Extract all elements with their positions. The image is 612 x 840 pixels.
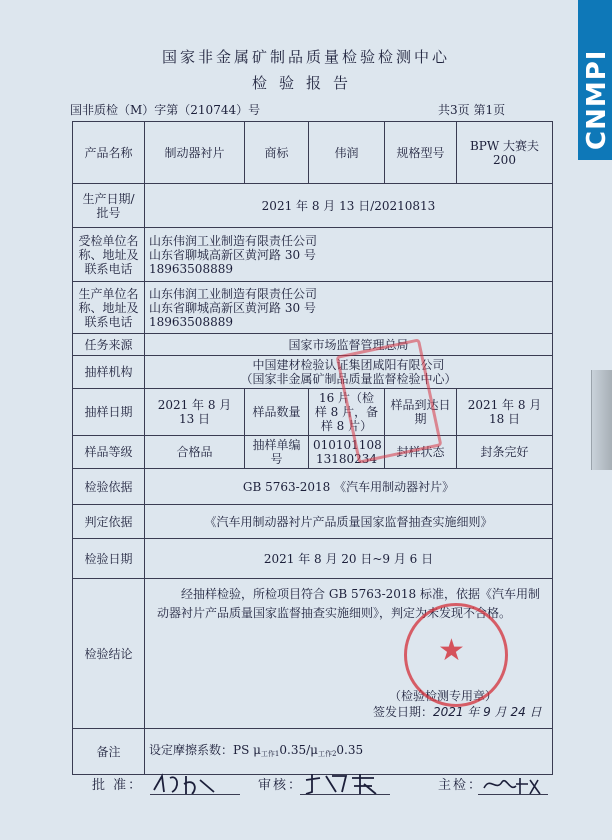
sample-qty-value: 16 片（检样 8 片，备样 8 片） bbox=[309, 389, 385, 436]
brand-value: 伟润 bbox=[309, 122, 385, 184]
page-title: 国家非金属矿制品质量检验检测中心 bbox=[161, 48, 450, 66]
check-underline bbox=[478, 794, 548, 795]
production-label: 生产日期/批号 bbox=[73, 184, 145, 228]
inspection-date-label: 检验日期 bbox=[73, 539, 145, 579]
remarks-prefix: 设定摩擦系数：PS μ bbox=[149, 742, 261, 757]
sampling-org-alias: （国家非金属矿制品质量监督检验中心） bbox=[240, 372, 457, 386]
sampling-date-label: 抽样日期 bbox=[73, 389, 145, 436]
remarks-sub-1: 工作1 bbox=[260, 749, 280, 758]
page-edge-tab bbox=[591, 370, 612, 470]
page-subtitle: 检验报告 bbox=[251, 74, 360, 92]
judgement-value: 《汽车用制动器衬片产品质量国家监督抽查实施细则》 bbox=[145, 505, 553, 539]
producer-unit-value bbox=[145, 282, 553, 334]
page-indicator: 共3页 第1页 bbox=[438, 103, 506, 117]
inspected-unit-value bbox=[145, 228, 553, 282]
sample-qty-label: 样品数量 bbox=[245, 389, 309, 436]
sample-grade-label: 样品等级 bbox=[73, 436, 145, 469]
judgement-row bbox=[73, 505, 553, 539]
basis-row bbox=[73, 469, 553, 505]
report-number: 国非质检（M）字第（210744）号 bbox=[70, 103, 261, 117]
seal-caption: （检验检测专用章） bbox=[389, 689, 498, 703]
inspected-unit-label: 受检单位名称、地址及联系电话 bbox=[73, 228, 145, 282]
producer-unit-label: 生产单位名称、地址及联系电话 bbox=[73, 282, 145, 334]
sampling-org-name: 中国建材检验认证集团咸阳有限公司 bbox=[252, 358, 445, 372]
remarks-mid: 0.35/μ bbox=[279, 742, 318, 757]
task-source-label: 任务来源 bbox=[73, 334, 145, 356]
remarks-suffix: 0.35 bbox=[336, 742, 364, 757]
conclusion-label: 检验结论 bbox=[73, 579, 145, 729]
sampling-date-value: 2021 年 8 月 13 日 bbox=[145, 389, 245, 436]
basis-value: GB 5763-2018 《汽车用制动器衬片》 bbox=[145, 469, 553, 505]
producer-unit-phone: 18963508889 bbox=[149, 314, 233, 329]
sampling-org-row bbox=[73, 356, 553, 389]
issue-date bbox=[373, 705, 542, 719]
brand-label: 商标 bbox=[245, 122, 309, 184]
production-value: 2021 年 8 月 13 日/20210813 bbox=[145, 184, 553, 228]
seal-star-icon: ★ bbox=[438, 633, 465, 668]
arrival-date-value: 2021 年 8 月 18 日 bbox=[457, 389, 553, 436]
judgement-label: 判定依据 bbox=[73, 505, 145, 539]
model-value: BPW 大赛夫 200 bbox=[457, 122, 553, 184]
sampling-org-label: 抽样机构 bbox=[73, 356, 145, 389]
remarks-sub-2: 工作2 bbox=[317, 749, 337, 758]
inspected-unit-row bbox=[73, 228, 553, 282]
sampling-sheet-label: 抽样单编号 bbox=[245, 436, 309, 469]
basis-label: 检验依据 bbox=[73, 469, 145, 505]
remarks-value bbox=[145, 729, 553, 775]
sampling-sheet-value: 010101108 13180234 bbox=[309, 436, 385, 469]
review-underline bbox=[300, 794, 390, 795]
remarks-row bbox=[73, 729, 553, 775]
producer-unit-address: 山东省聊城高新区黄河路 30 号 bbox=[149, 300, 316, 315]
sampling-row bbox=[73, 389, 553, 436]
task-source-value: 国家市场监督管理总局 bbox=[145, 334, 553, 356]
model-label: 规格型号 bbox=[385, 122, 457, 184]
approve-underline bbox=[150, 794, 240, 795]
arrival-date-label: 样品到达日期 bbox=[385, 389, 457, 436]
checker-signature bbox=[480, 772, 544, 796]
product-row bbox=[73, 122, 553, 184]
product-name-value: 制动器衬片 bbox=[145, 122, 245, 184]
issue-date-label: 签发日期： bbox=[373, 705, 434, 719]
review-label: 审核： bbox=[258, 778, 304, 793]
seal-status-label: 封样状态 bbox=[385, 436, 457, 469]
producer-unit-name: 山东伟润工业制造有限责任公司 bbox=[149, 286, 318, 301]
conclusion-text: 经抽样检验，所检项目符合 GB 5763-2018 标准，依据《汽车用制动器衬片产品质量国家监督抽查实施细则》，判定为未发现不合格。 bbox=[157, 587, 540, 620]
product-name-label: 产品名称 bbox=[73, 122, 145, 184]
sample-status-row bbox=[73, 436, 553, 469]
issue-date-value: 2021 年 9 月 24 日 bbox=[433, 705, 542, 719]
inspected-unit-phone: 18963508889 bbox=[149, 261, 233, 276]
task-source-row bbox=[73, 334, 553, 356]
sample-grade-value: 合格品 bbox=[145, 436, 245, 469]
check-label: 主检： bbox=[438, 778, 484, 793]
producer-unit-row bbox=[73, 282, 553, 334]
seal-status-value: 封条完好 bbox=[457, 436, 553, 469]
remarks-label: 备注 bbox=[73, 729, 145, 775]
approve-label: 批 准： bbox=[92, 778, 144, 793]
side-watermark-text: CNMPI bbox=[582, 49, 612, 150]
inspection-date-value: 2021 年 8 月 20 日~9 月 6 日 bbox=[145, 539, 553, 579]
inspected-unit-name: 山东伟润工业制造有限责任公司 bbox=[149, 233, 318, 248]
inspected-unit-address: 山东省聊城高新区黄河路 30 号 bbox=[149, 247, 316, 262]
inspection-date-row bbox=[73, 539, 553, 579]
production-row bbox=[73, 184, 553, 228]
